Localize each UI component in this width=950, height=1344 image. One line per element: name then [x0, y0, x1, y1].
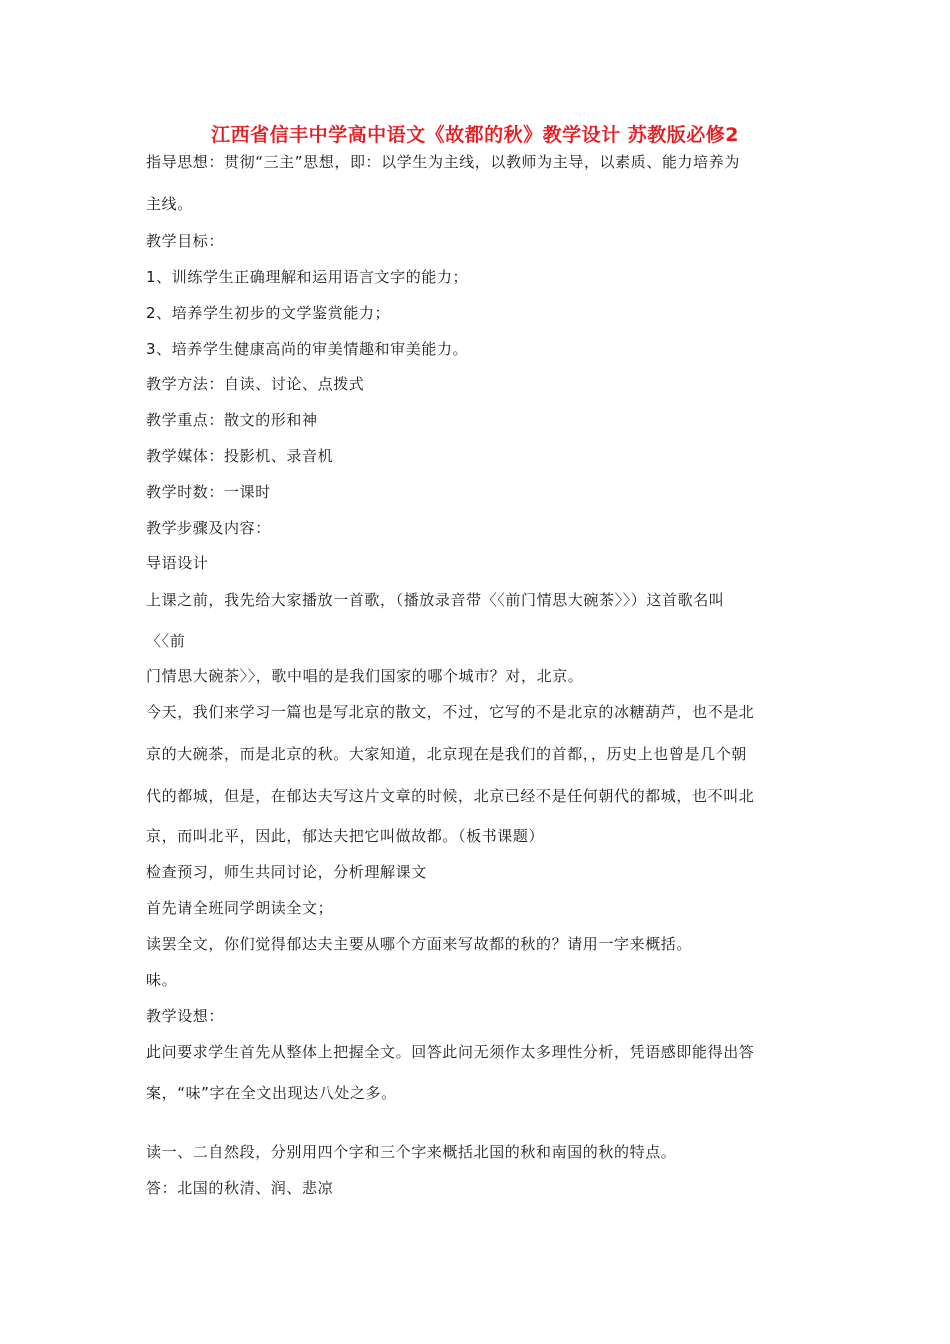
text-line-today-3: 代的都城，但是，在郁达夫写这片文章的时候，北京已经不是任何朝代的都城，也不叫北 — [146, 787, 755, 805]
text-line-intro-3: 门情思大碗茶〉〉，歌中唱的是我们国家的哪个城市？对，北京。 — [146, 667, 584, 685]
text-line-question-taste: 读罢全文，你们觉得郁达夫主要从哪个方面来写故都的秋的？请用一字来概括。 — [146, 935, 693, 953]
text-line-answer-north-autumn: 答：北国的秋清、润、悲凉 — [146, 1179, 334, 1197]
text-line-guiding-thought-cont: 主线。 — [146, 195, 193, 213]
text-line-objective-1: 1、训练学生正确理解和运用语言文字的能力； — [146, 268, 469, 286]
text-line-read-paragraphs: 读一、二自然段，分别用四个字和三个字来概括北国的秋和南国的秋的特点。 — [146, 1143, 677, 1161]
text-line-intro-design: 导语设计 — [146, 554, 209, 572]
text-line-intro-2: 〈〈前 — [146, 632, 186, 650]
text-line-teaching-idea-2: 案，“味”字在全文出现达八处之多。 — [146, 1084, 397, 1102]
text-line-preview-check: 检查预习，师生共同讨论，分析理解课文 — [146, 863, 427, 881]
text-line-objective-3: 3、培养学生健康高尚的审美情趣和审美能力。 — [146, 340, 469, 358]
text-line-method: 教学方法：自读、讨论、点拨式 — [146, 375, 365, 393]
text-line-answer-taste: 味。 — [146, 971, 178, 989]
text-line-teaching-idea-1: 此问要求学生首先从整体上把握全文。回答此问无须作太多理性分析，凭语感即能得出答 — [146, 1043, 755, 1061]
document-title: 江西省信丰中学高中语文《故都的秋》教学设计 苏教版必修2 — [211, 124, 739, 146]
text-line-objectives-heading: 教学目标： — [146, 232, 225, 250]
text-line-today-2: 京的大碗茶，而是北京的秋。大家知道，北京现在是我们的首都，，历史上也曾是几个朝 — [146, 745, 747, 763]
text-line-intro-1: 上课之前，我先给大家播放一首歌，（播放录音带〈〈前门情思大碗茶〉〉）这首歌名叫 — [146, 591, 725, 609]
text-line-objective-2: 2、培养学生初步的文学鉴赏能力； — [146, 304, 391, 322]
text-line-hours: 教学时数：一课时 — [146, 483, 271, 501]
text-line-teaching-idea-heading: 教学设想： — [146, 1007, 225, 1025]
text-line-read-aloud: 首先请全班同学朗读全文； — [146, 899, 334, 917]
text-line-guiding-thought: 指导思想：贯彻“三主”思想，即：以学生为主线，以教师为主导，以素质、能力培养为 — [146, 153, 740, 171]
text-line-today-4: 京，而叫北平，因此，郁达夫把它叫做故都。（板书课题） — [146, 827, 545, 845]
text-line-steps-heading: 教学步骤及内容： — [146, 519, 271, 537]
text-line-media: 教学媒体：投影机、录音机 — [146, 447, 334, 465]
text-line-today-1: 今天，我们来学习一篇也是写北京的散文，不过，它写的不是北京的冰糖葫芦，也不是北 — [146, 703, 755, 721]
text-line-focus: 教学重点：散文的形和神 — [146, 411, 318, 429]
